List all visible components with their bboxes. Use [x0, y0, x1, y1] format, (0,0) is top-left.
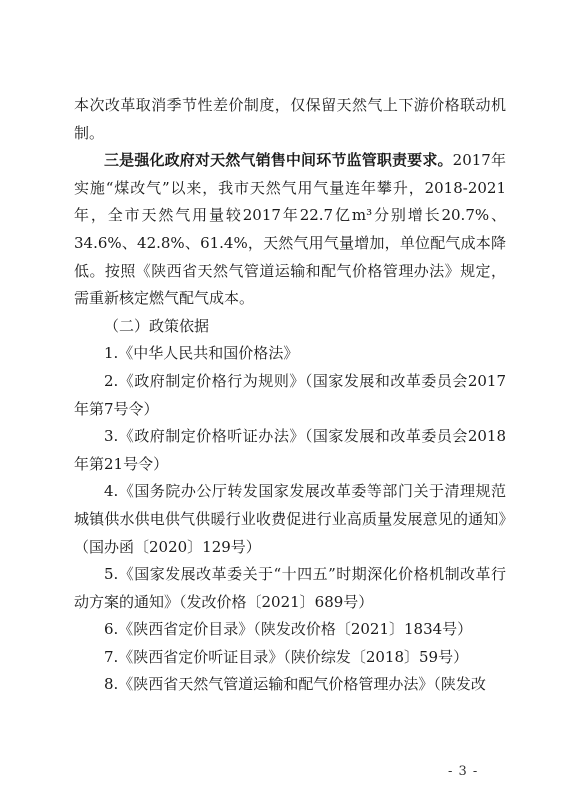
paragraph-intro [74, 92, 506, 147]
section-heading-policy-basis [74, 313, 506, 341]
policy-item-3 [74, 423, 506, 478]
policy-item-1 [74, 340, 506, 368]
policy-item-7 [74, 644, 506, 672]
policy-item-text: 3.《政府制定价格听证办法》（国家发展和改革委员会2018年第21号令） [74, 427, 506, 473]
paragraph-heading: 三是强化政府对天然气销售中间环节监管职责要求。 [104, 151, 453, 170]
policy-item-text: 5.《国家发展改革委关于“十四五”时期深化价格机制改革行动方案的通知》（发改价格〔2021〕689号） [74, 565, 506, 611]
page-number: - 3 - [448, 764, 479, 779]
policy-item-4 [74, 478, 506, 561]
policy-item-text: 4.《国务院办公厅转发国家发展改革委等部门关于清理规范城镇供水供电供气供暖行业收费促进行业高质量发展意见的通知》（国办函〔2020〕129号） [74, 482, 506, 556]
policy-item-text: 8.《陕西省天然气管道运输和配气价格管理办法》（陕发改 [104, 675, 486, 694]
policy-item-6 [74, 616, 506, 644]
policy-item-5 [74, 561, 506, 616]
policy-item-text: 7.《陕西省定价听证目录》（陕价综发〔2018〕59号） [104, 647, 469, 666]
section-heading-text: （二）政策依据 [104, 316, 210, 335]
policy-item-8 [74, 671, 506, 699]
body-text [74, 92, 506, 699]
policy-item-2 [74, 368, 506, 423]
policy-item-text: 2.《政府制定价格行为规则》（国家发展和改革委员会2017年第7号令） [74, 371, 506, 418]
paragraph-point-three [74, 147, 506, 313]
policy-item-text: 1.《中华人民共和国价格法》 [104, 344, 299, 363]
paragraph-text: 本次改革取消季节性差价制度，仅保留天然气上下游价格联动机制。 [74, 96, 506, 142]
policy-item-text: 6.《陕西省定价目录》（陕发改价格〔2021〕1834号） [104, 620, 473, 639]
paragraph-text: 2017年实施“煤改气”以来，我市天然气用气量连年攀升，2018-2021年，全市天然气用量较2017年22.7亿m³分别增长20.7%、34.6%、42.8%、61.4%，天然气用气量增加，单位配气成本降低。按照《陕西省天然气管道运输和配气价格管理办法》规定，需重新核定燃气配气成本。 [74, 151, 506, 308]
